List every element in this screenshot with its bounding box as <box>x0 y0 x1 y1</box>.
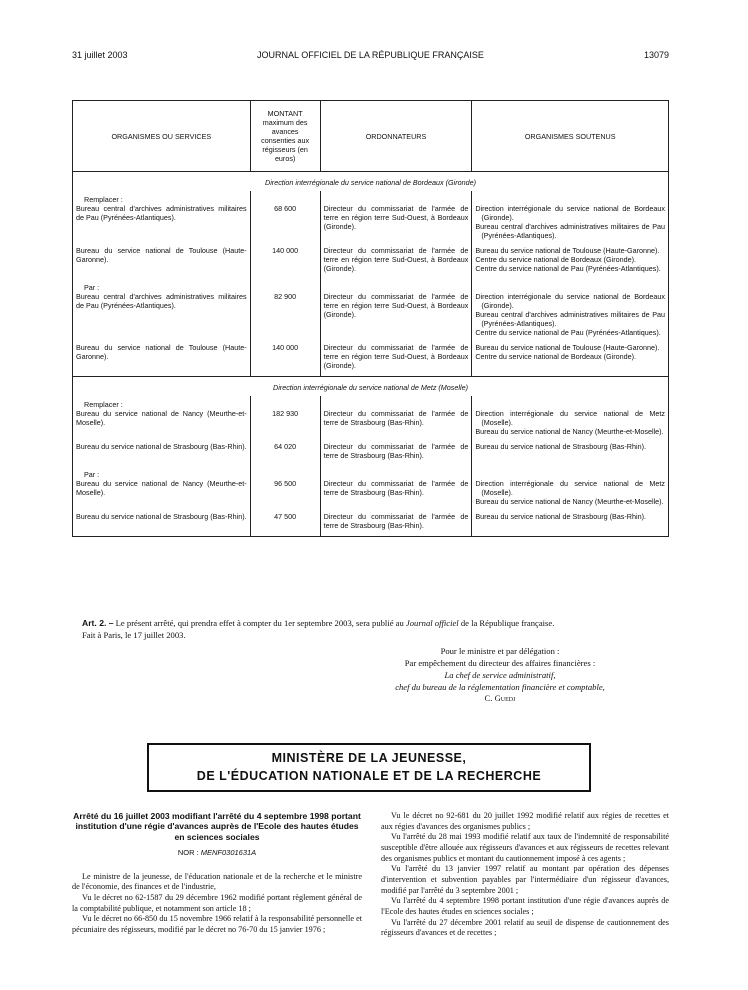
visa-paragraph: Vu le décret no 66-850 du 15 novembre 1966 relatif à la responsabilité personnelle et pécuniaire des régisseurs, modifié par le décret no 76-70 du 15 janvier 1976 ; <box>72 914 362 934</box>
fait-a-paris: Fait à Paris, le 17 juillet 2003. <box>82 630 186 641</box>
montant-value: 140 000 <box>272 246 299 255</box>
cell-organisme <box>73 343 251 377</box>
ordonnateur-text: Directeur du commissariat de l'armée de terre en région terre Sud-Ouest, à Bordeaux (Gironde). <box>323 343 469 370</box>
group-label: Par : <box>84 470 100 479</box>
column-header-ordonnateurs: ORDONNATEURS <box>320 101 472 172</box>
arrete-right-column <box>381 811 669 939</box>
visa-paragraph: Vu le décret no 62-1587 du 29 décembre 1962 modifié portant règlement général de la comptabilité publique, et notamment son article 18 ; <box>72 893 362 913</box>
organisme-soutenu: Direction interrégionale du service national de Bordeaux (Gironde). <box>475 204 665 222</box>
ordonnateur-text: Directeur du commissariat de l'armée de terre de Strasbourg (Bas-Rhin). <box>323 512 469 530</box>
cell-ordonnateur <box>320 512 472 537</box>
article-2-label: Art. 2. – <box>82 618 114 628</box>
group-label: Remplacer : <box>84 400 123 409</box>
visa-paragraph: Vu le décret no 92-681 du 20 juillet 1992 modifié relatif aux régies de recettes et aux régies d'avances des organismes publics ; <box>381 811 669 831</box>
organisme-soutenu: Centre du service national de Pau (Pyrénées-Atlantiques). <box>475 328 661 337</box>
cell-soutenus <box>472 279 669 343</box>
visa-paragraph: Vu l'arrêté du 28 mai 1993 modifié relatif aux taux de l'indemnité de responsabilité susceptible d'être allouée aux régisseurs d'avances et aux régisseurs de recettes relevant des organismes publics et montant du cautionnement imposé à ces agents ; <box>381 832 669 863</box>
column-header-soutenus: ORGANISMES SOUTENUS <box>472 101 669 172</box>
signature-name: C. Guedj <box>484 693 516 704</box>
montant-value: 82 900 <box>274 292 297 301</box>
organisme-soutenu: Bureau du service national de Toulouse (Haute-Garonne). <box>475 246 660 255</box>
arrete-title: Arrêté du 16 juillet 2003 modifiant l'arrêté du 4 septembre 1998 portant institution d'une régie d'avances auprès de l'Ecole des hautes études en sciences sociales <box>73 811 361 842</box>
table-body <box>73 172 669 537</box>
cell-organisme <box>73 442 251 466</box>
cell-soutenus <box>472 191 669 246</box>
organisme-soutenu: Bureau central d'archives administratives militaires de Pau (Pyrénées-Atlantiques). <box>475 310 665 328</box>
group-label: Par : <box>84 283 100 292</box>
table-row <box>73 191 669 246</box>
cell-organisme <box>73 512 251 537</box>
organisme-soutenu: Bureau du service national de Nancy (Meurthe-et-Moselle). <box>475 427 664 436</box>
organisme-text: Bureau du service national de Toulouse (Haute-Garonne). <box>76 246 247 264</box>
ordonnateur-text: Directeur du commissariat de l'armée de terre de Strasbourg (Bas-Rhin). <box>323 409 469 427</box>
cell-ordonnateur <box>320 396 472 442</box>
visa-paragraph: Vu l'arrêté du 4 septembre 1998 portant institution d'une régie d'avances auprès de l'Ecole des hautes études en sciences sociales ; <box>381 896 669 916</box>
signature-line-4: chef du bureau de la réglementation financière et comptable, <box>395 681 605 692</box>
table-row <box>73 279 669 343</box>
cell-montant <box>250 442 320 466</box>
cell-montant <box>250 246 320 279</box>
signature-line-3: La chef de service administratif, <box>444 669 556 680</box>
organisme-text: Bureau central d'archives administratives militaires de Pau (Pyrénées-Atlantiques). <box>76 292 247 310</box>
organisme-soutenu: Bureau du service national de Strasbourg (Bas-Rhin). <box>475 512 646 521</box>
cell-soutenus <box>472 442 669 466</box>
organisme-soutenu: Bureau du service national de Strasbourg (Bas-Rhin). <box>475 442 646 451</box>
montant-value: 140 000 <box>272 343 299 352</box>
nor-code: MENF0301631A <box>200 847 257 857</box>
signature-block <box>330 646 670 705</box>
organisme-soutenu: Centre du service national de Bordeaux (Gironde). <box>475 255 636 264</box>
table-row <box>73 512 669 537</box>
montant-value: 68 600 <box>274 204 297 213</box>
table-row <box>73 246 669 279</box>
cell-soutenus <box>472 246 669 279</box>
cell-montant <box>250 396 320 442</box>
direction-label: Direction interrégionale du service national de Bordeaux (Gironde) <box>73 172 669 192</box>
organisme-soutenu: Direction interrégionale du service national de Metz (Moselle). <box>475 479 665 497</box>
ordonnateur-text: Directeur du commissariat de l'armée de terre de Strasbourg (Bas-Rhin). <box>323 442 469 460</box>
cell-soutenus <box>472 512 669 537</box>
cell-ordonnateur <box>320 191 472 246</box>
article-2-journal: Journal officiel <box>405 618 459 628</box>
organisme-text: Bureau du service national de Toulouse (Haute-Garonne). <box>76 343 247 361</box>
montant-value: 64 020 <box>274 442 297 451</box>
ministry-line-2: DE L'ÉDUCATION NATIONALE ET DE LA RECHERCHE <box>196 769 542 783</box>
cell-montant <box>250 512 320 537</box>
article-2 <box>72 617 669 642</box>
header-title: JOURNAL OFFICIEL DE LA RÉPUBLIQUE FRANÇAISE <box>257 50 484 60</box>
table-row <box>73 442 669 466</box>
cell-montant <box>250 279 320 343</box>
montant-value: 182 930 <box>272 409 299 418</box>
header-date: 31 juillet 2003 <box>72 50 128 60</box>
column-header-organismes: ORGANISMES OU SERVICES <box>73 101 251 172</box>
organisme-soutenu: Bureau du service national de Toulouse (Haute-Garonne). <box>475 343 660 352</box>
table-row <box>73 396 669 442</box>
cell-ordonnateur <box>320 466 472 512</box>
signature-line-1: Pour le ministre et par délégation : <box>440 646 560 656</box>
cell-ordonnateur <box>320 246 472 279</box>
cell-organisme <box>73 279 251 343</box>
organisme-text: Bureau du service national de Nancy (Meurthe-et-Moselle). <box>76 409 247 427</box>
ordonnateur-text: Directeur du commissariat de l'armée de terre de Strasbourg (Bas-Rhin). <box>323 479 469 497</box>
article-2-text: Le présent arrêté, qui prendra effet à compter du 1er septembre 2003, sera publié au <box>113 618 406 628</box>
organisme-soutenu: Centre du service national de Bordeaux (Gironde). <box>475 352 636 361</box>
organisme-soutenu: Direction interrégionale du service national de Metz (Moselle). <box>475 409 665 427</box>
nor-label: NOR : <box>177 847 201 857</box>
cell-ordonnateur <box>320 442 472 466</box>
signature-line-2: Par empêchement du directeur des affaires financières : <box>404 657 596 668</box>
ordonnateur-text: Directeur du commissariat de l'armée de terre en région terre Sud-Ouest, à Bordeaux (Gironde). <box>323 204 469 231</box>
direction-label: Direction interrégionale du service national de Metz (Moselle) <box>73 377 669 397</box>
cell-organisme <box>73 246 251 279</box>
arrete-left-column <box>72 811 362 936</box>
cell-organisme <box>73 466 251 512</box>
column-header-montant <box>250 101 320 172</box>
article-2-text-end: de la République française. <box>458 618 555 628</box>
page-header <box>72 50 669 64</box>
visa-paragraph: Vu l'arrêté du 13 janvier 1997 relatif au montant par opération des dépenses d'intervention et subvention payables par l'intermédiaire d'un régisseur d'avances, modifié par l'arrêté du 3 septembre 2001 ; <box>381 864 669 895</box>
organisme-soutenu: Bureau central d'archives administratives militaires de Pau (Pyrénées-Atlantiques). <box>475 222 665 240</box>
cell-montant <box>250 191 320 246</box>
cell-montant <box>250 343 320 377</box>
organisme-text: Bureau du service national de Strasbourg (Bas-Rhin). <box>76 442 247 451</box>
cell-soutenus <box>472 466 669 512</box>
organisme-text: Bureau central d'archives administratives militaires de Pau (Pyrénées-Atlantiques). <box>76 204 247 222</box>
ministry-banner <box>147 743 591 792</box>
header-page-number: 13079 <box>643 50 669 60</box>
table-row <box>73 343 669 377</box>
ordonnateur-text: Directeur du commissariat de l'armée de terre en région terre Sud-Ouest, à Bordeaux (Gironde). <box>323 246 469 273</box>
montant-value: 96 500 <box>274 479 297 488</box>
cell-soutenus <box>472 396 669 442</box>
regies-table <box>72 100 669 537</box>
nor-reference <box>72 848 362 858</box>
direction-row <box>73 172 669 192</box>
cell-ordonnateur <box>320 343 472 377</box>
organisme-soutenu: Centre du service national de Pau (Pyrénées-Atlantiques). <box>475 264 661 273</box>
ministry-line-1: MINISTÈRE DE LA JEUNESSE, <box>271 751 467 765</box>
column-header-montant-text: MONTANT maximum des avances consenties aux régisseurs (en euros) <box>261 109 310 163</box>
cell-organisme <box>73 191 251 246</box>
cell-soutenus <box>472 343 669 377</box>
visa-paragraph: Vu l'arrêté du 27 décembre 2001 relatif au seuil de dispense de cautionnement des régisseurs d'avances et de recettes ; <box>381 917 669 938</box>
organisme-text: Bureau du service national de Strasbourg (Bas-Rhin). <box>76 512 247 521</box>
montant-value: 47 500 <box>274 512 297 521</box>
table-row <box>73 466 669 512</box>
cell-ordonnateur <box>320 279 472 343</box>
organisme-soutenu: Bureau du service national de Nancy (Meurthe-et-Moselle). <box>475 497 664 506</box>
organisme-text: Bureau du service national de Nancy (Meurthe-et-Moselle). <box>76 479 247 497</box>
visa-paragraph: Le ministre de la jeunesse, de l'éducation nationale et de la recherche et le ministre de l'économie, des finances et de l'industrie, <box>72 871 362 892</box>
group-label: Remplacer : <box>84 195 123 204</box>
cell-organisme <box>73 396 251 442</box>
organisme-soutenu: Direction interrégionale du service national de Bordeaux (Gironde). <box>475 292 665 310</box>
ordonnateur-text: Directeur du commissariat de l'armée de terre en région terre Sud-Ouest, à Bordeaux (Gironde). <box>323 292 469 319</box>
cell-montant <box>250 466 320 512</box>
direction-row <box>73 377 669 397</box>
